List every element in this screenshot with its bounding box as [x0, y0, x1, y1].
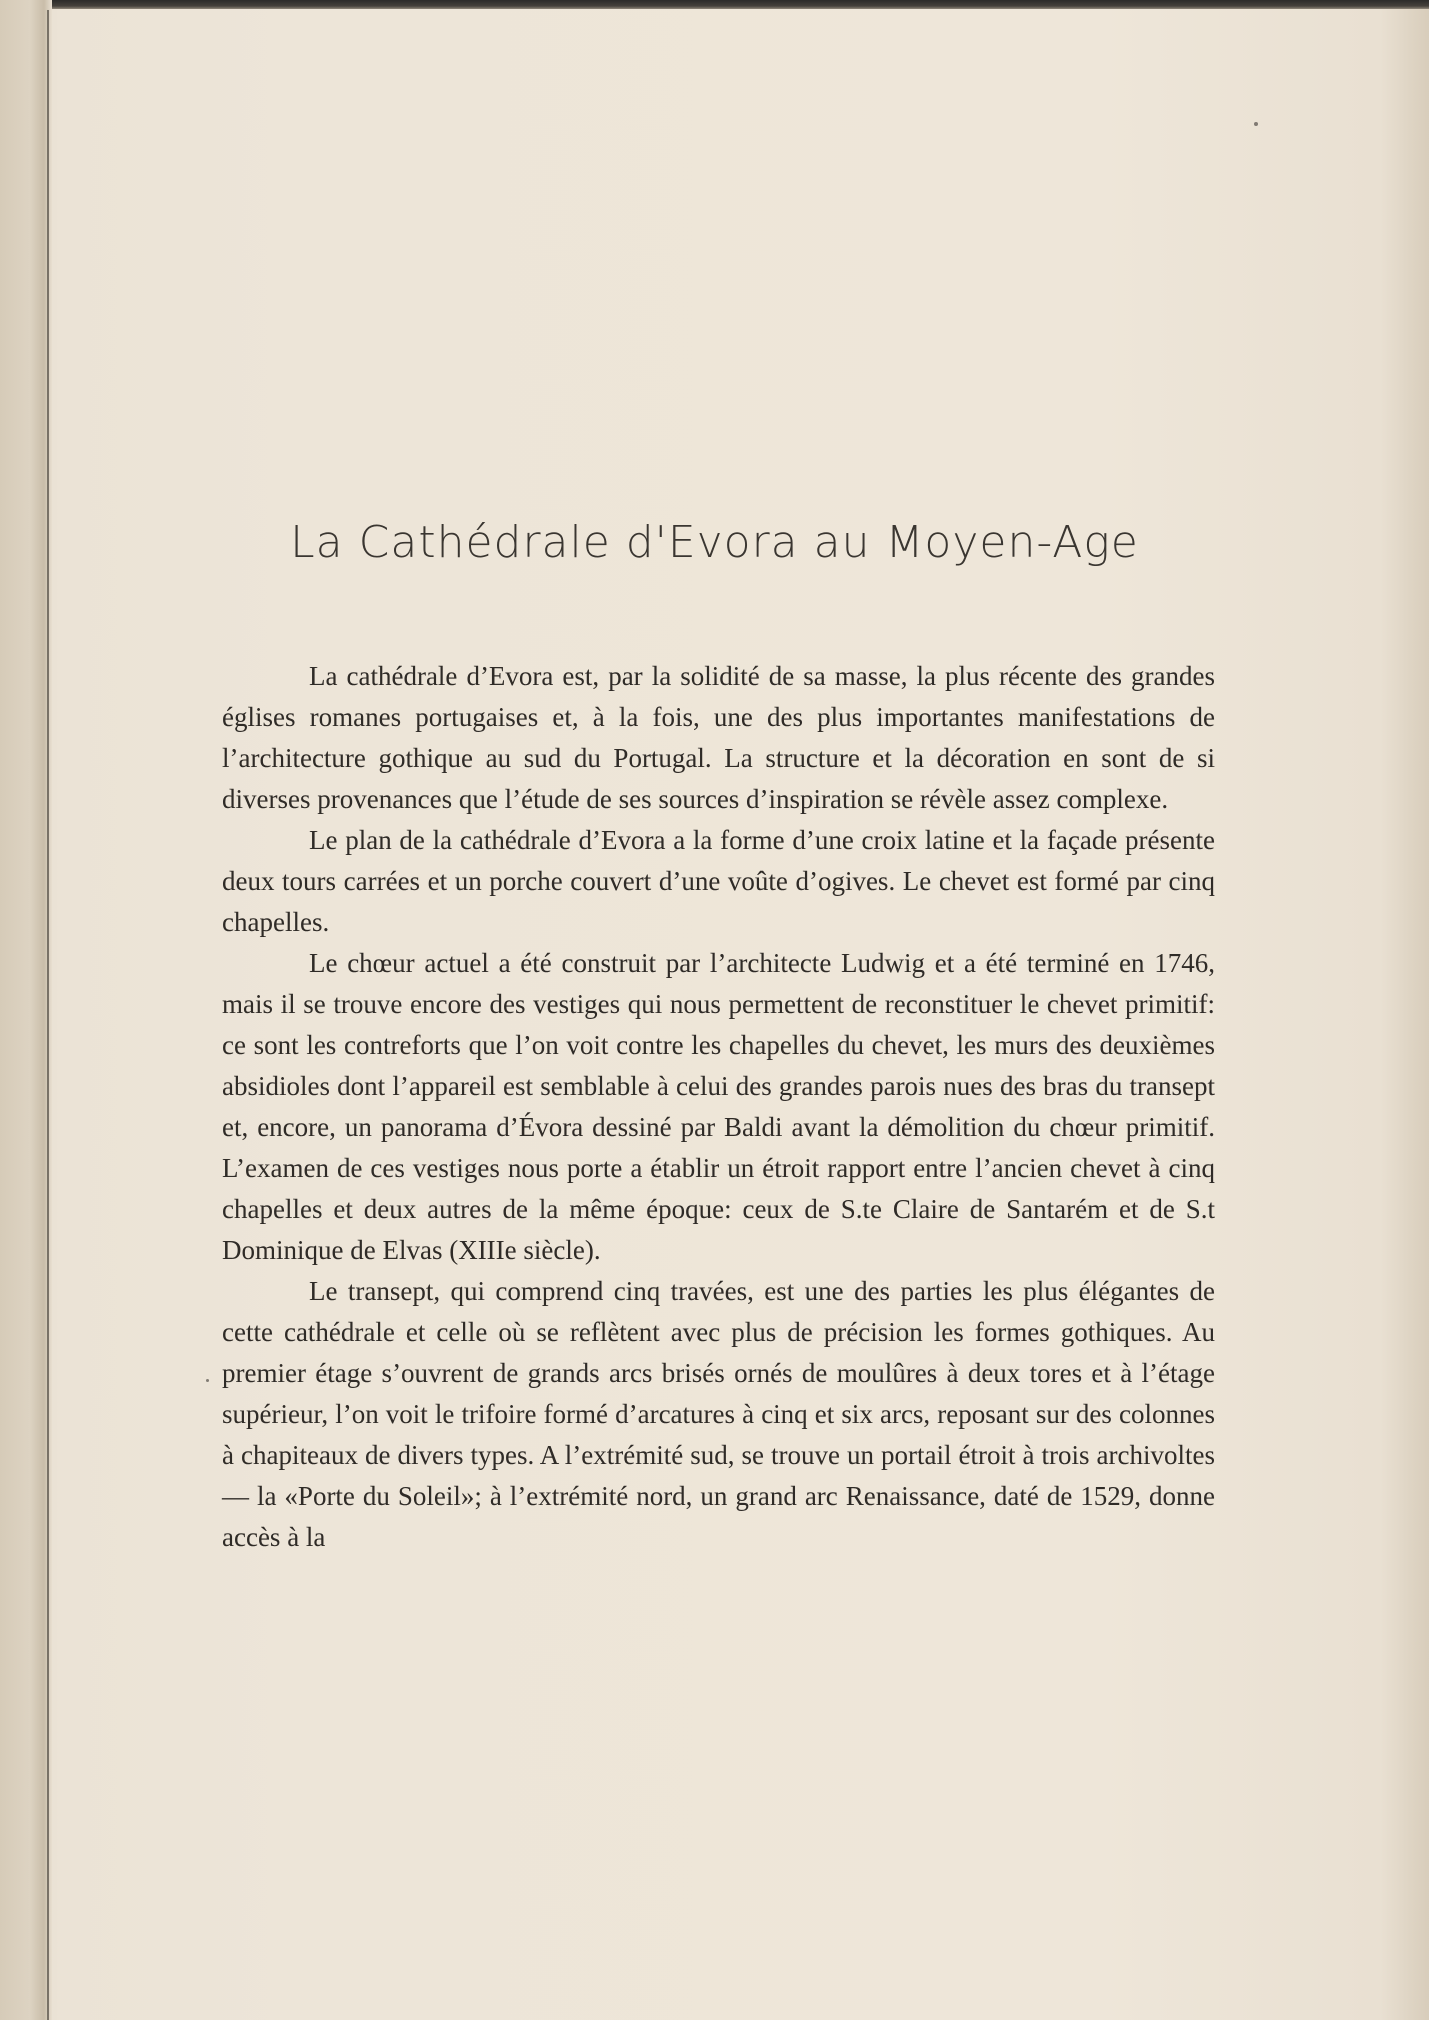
binding-line — [47, 10, 49, 2020]
paragraph: Le transept, qui comprend cinq travées, est une des parties les plus élégantes de cette cathédrale et celle où se reflètent avec plus de précision les formes gothiques. Au premier étage s’ouvrent de grands arcs brisés ornés de moulûres à deux tores et à l’étage supérieur, l’on voit le trifoire formé d’arcatures à cinq et six arcs, reposant sur des colonnes à chapiteaux de divers types. A l’extrémité sud, se trouve un portail étroit à trois archivoltes — la «Porte du Soleil»; à l’extrémité nord, un grand arc Renaissance, daté de 1529, donne accès à la — [222, 1276, 1215, 1552]
paragraph: Le chœur actuel a été construit par l’architecte Ludwig et a été terminé en 1746, mais il se trouve encore des vestiges qui nous permettent de reconstituer le chevet primitif: ce sont les contreforts que l’on voit contre les chapelles du chevet, les murs des deuxièmes absidioles dont l’appareil est semblable à celui des grandes parois nues des bras du transept et, encore, un panorama d’Évora dessiné par Baldi avant la démolition du chœur primitif. L’examen de ces vestiges nous porte a établir un étroit rapport entre l’ancien chevet à cinq chapelles et deux autres de la même époque: ceux de S.te Claire de Santarém et de S.t Dominique de Elvas (XIIIe siècle). — [222, 948, 1215, 1265]
binding-fold — [0, 0, 52, 2020]
paragraph: Le plan de la cathédrale d’Evora a la forme d’une croix latine et la façade présente deux tours carrées et un porche couvert d’une voûte d’ogives. Le chevet est formé par cinq chapelles. — [222, 825, 1215, 937]
body-text — [222, 656, 1215, 1558]
page-title: La Cathédrale d'Evora au Moyen-Age — [290, 517, 1139, 569]
page-top-edge — [0, 0, 1429, 9]
paper-speck — [206, 1379, 209, 1382]
paper-speck — [1254, 122, 1258, 126]
paragraph: La cathédrale d’Evora est, par la solidité de sa masse, la plus récente des grandes églises romanes portugaises et, à la fois, une des plus importantes manifestations de l’architecture gothique au sud du Portugal. La structure et la décoration en sont de si diverses provenances que l’étude de ses sources d’inspiration se révèle assez complexe. — [222, 661, 1215, 814]
